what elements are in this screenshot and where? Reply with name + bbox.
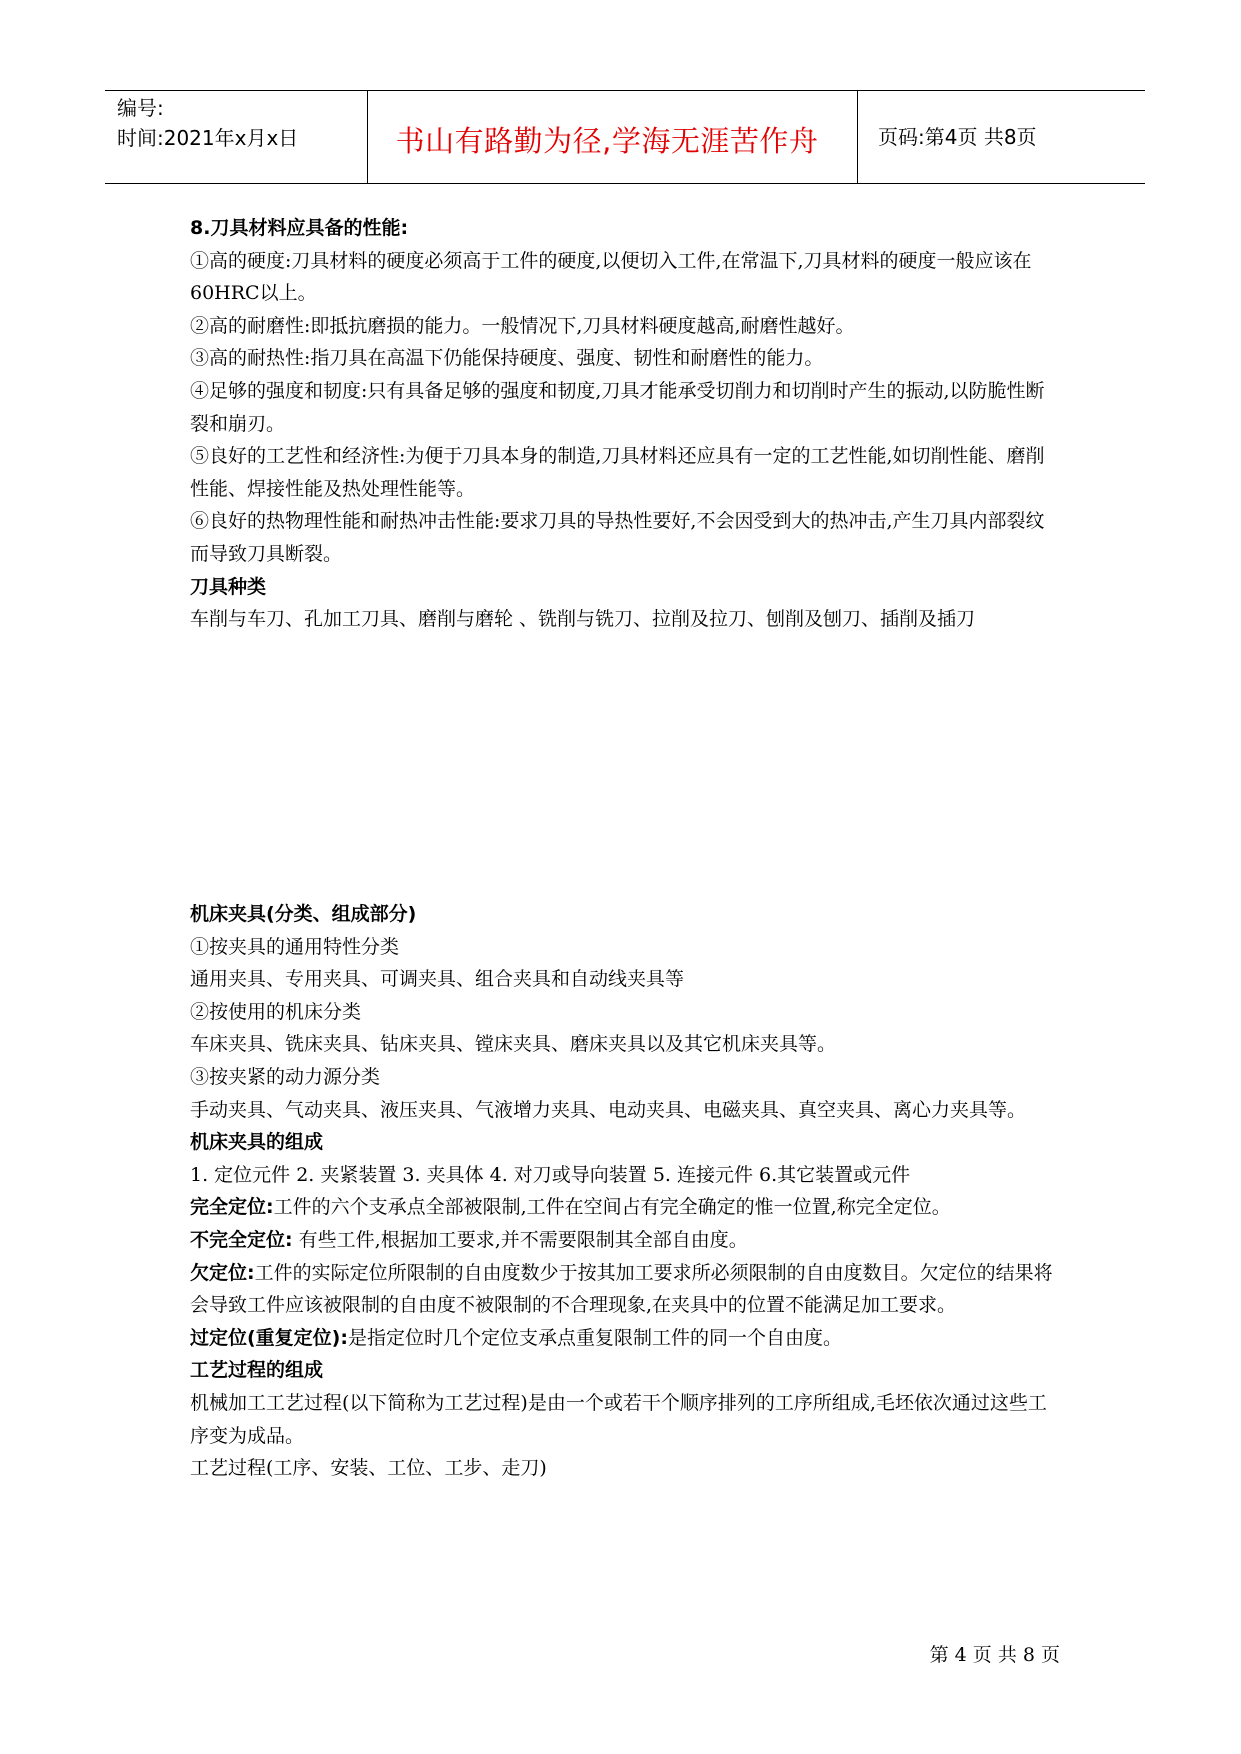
list-item: ①按夹具的通用特性分类 — [190, 935, 400, 958]
definition-over-positioning — [190, 1322, 1060, 1355]
list-item: ②按使用的机床分类 — [190, 1000, 362, 1023]
definition-full-positioning — [190, 1191, 1060, 1224]
list-item: ⑤良好的工艺性和经济性:为便于刀具本身的制造,刀具材料还应具有一定的工艺性能,如切削性能、磨削性能、焊接性能及热处理性能等。 — [190, 445, 1045, 500]
definition-partial-positioning — [190, 1224, 1060, 1257]
header-time: 时间:2021年x月x日 — [117, 126, 299, 150]
header-number: 编号: — [117, 96, 164, 120]
page-header — [105, 90, 1145, 184]
list-item: 手动夹具、气动夹具、液压夹具、气液增力夹具、电动夹具、电磁夹具、真空夹具、离心力夹具等。 — [190, 1098, 1027, 1121]
paragraph-process: 机械加工工艺过程(以下简称为工艺过程)是由一个或若干个顺序排列的工序所组成,毛坯依次通过这些工序变为成品。 — [190, 1391, 1047, 1447]
content-block-fixtures — [190, 898, 1060, 1485]
list-item: ②高的耐磨性:即抵抗磨损的能力。一般情况下,刀具材料硬度越高,耐磨性越好。 — [190, 314, 855, 337]
section-title-tool-material: 8.刀具材料应具备的性能: — [190, 217, 409, 239]
paragraph-process-note: 工艺过程(工序、安装、工位、工步、走刀) — [190, 1457, 547, 1480]
section-title-tool-types: 刀具种类 — [190, 575, 267, 598]
list-item: 通用夹具、专用夹具、可调夹具、组合夹具和自动线夹具等 — [190, 968, 685, 991]
list-item: ③高的耐热性:指刀具在高温下仍能保持硬度、强度、韧性和耐磨性的能力。 — [190, 347, 824, 370]
paragraph-fixture-components: 1. 定位元件 2. 夹紧装置 3. 夹具体 4. 对刀或导向装置 5. 连接元件 6.其它装置或元件 — [190, 1163, 911, 1186]
list-item: ③按夹紧的动力源分类 — [190, 1065, 381, 1088]
header-divider-right — [857, 91, 858, 183]
definition-under-positioning — [190, 1257, 1060, 1322]
content-block-tools — [190, 212, 1060, 636]
definition-text: 是指定位时几个定位支承点重复限制工件的同一个自由度。 — [347, 1326, 842, 1349]
list-item: ①高的硬度:刀具材料的硬度必须高于工件的硬度,以便切入工件,在常温下,刀具材料的硬度一般应该在60HRC以上。 — [190, 249, 1032, 305]
header-page-number: 页码:第4页 共8页 — [878, 125, 1037, 149]
header-motto: 书山有路勤为径,学海无涯苦作舟 — [395, 124, 819, 158]
definition-term: 过定位(重复定位): — [190, 1326, 348, 1349]
definition-term: 不完全定位: — [190, 1228, 293, 1251]
definition-text: 有些工件,根据加工要求,并不需要限制其全部自由度。 — [292, 1228, 748, 1251]
definition-term: 完全定位: — [190, 1196, 274, 1219]
header-meta — [117, 93, 357, 153]
definition-term: 欠定位: — [190, 1261, 255, 1284]
list-item: ④足够的强度和韧度:只有具备足够的强度和韧度,刀具才能承受切削力和切削时产生的振动,以防脆性断裂和崩刃。 — [190, 379, 1045, 435]
definition-text: 工件的实际定位所限制的自由度数少于按其加工要求所必须限制的自由度数目。欠定位的结果将会导致工件应该被限制的自由度不被限制的不合理现象,在夹具中的位置不能满足加工要求。 — [190, 1261, 1053, 1317]
list-item: 车床夹具、铣床夹具、钻床夹具、镗床夹具、磨床夹具以及其它机床夹具等。 — [190, 1033, 837, 1056]
page-footer: 第 4 页 共 8 页 — [929, 1644, 1060, 1666]
paragraph-tool-types: 车削与车刀、孔加工刀具、磨削与磨轮 、铣削与铣刀、拉削及拉刀、刨削及刨刀、插削及插刀 — [190, 608, 976, 631]
section-title-process: 工艺过程的组成 — [190, 1359, 324, 1382]
definition-text: 工件的六个支承点全部被限制,工件在空间占有完全确定的惟一位置,称完全定位。 — [273, 1196, 951, 1219]
section-title-fixtures: 机床夹具(分类、组成部分) — [190, 903, 417, 925]
list-item: ⑥良好的热物理性能和耐热冲击性能:要求刀具的导热性要好,不会因受到大的热冲击,产生刀具内部裂纹而导致刀具断裂。 — [190, 510, 1045, 565]
section-title-fixture-components: 机床夹具的组成 — [190, 1131, 324, 1154]
